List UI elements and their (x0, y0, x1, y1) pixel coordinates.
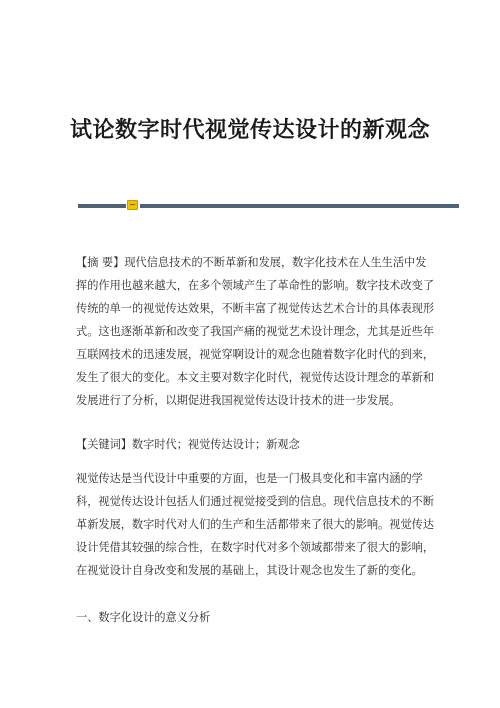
abstract-text: 现代信息技术的不断革新和发展，数字化技术在人生生活中发挥的作用也越来越大，在多个领域产生了革命性的影响。数字技术改变了传统的单一的视觉传达效果，不断丰富了视觉传达艺术合计的具体表现形式。这也逐渐革新和改变了我国产痛的视觉艺术设计理念，尤其是近些年互联网技术的迅速发展，视觉穿啊设计的观念也随着数字化时代的到来，发生了很大的变化。本文主要对数字化时代，视觉传达设计理念的革新和发展进行了分析，以期促进我国视觉传达设计技术的进一步发展。 (76, 256, 435, 407)
title-divider-right (140, 204, 459, 208)
document-title: 试论数字时代视觉传达设计的新观念 (69, 117, 430, 143)
abstract-label: 【摘 要】 (76, 256, 125, 269)
keywords-label: 【关键词】 (76, 438, 132, 451)
abstract-paragraph (76, 251, 436, 412)
document-icon (127, 200, 138, 210)
intro-paragraph: 视觉传达是当代设计中重要的方面，也是一门极具变化和丰富内涵的学科，视觉传达设计包括人们通过视觉接受到的信息。现代信息技术的不断革新发展，数字时代对人们的生产和生活都带来了很大的影响。视觉传达设计凭借其较强的综合性，在数字时代对多个领域都带来了很大的影响，在视觉设计自身改变和发展的基础上，其设计观念也发生了新的变化。 (76, 472, 435, 577)
keywords-paragraph (76, 433, 436, 456)
keywords-text: 数字时代；视觉传达设计；新观念 (131, 438, 300, 451)
title-divider-left (78, 204, 126, 208)
section-heading: 一、数字化设计的意义分析 (76, 611, 211, 624)
